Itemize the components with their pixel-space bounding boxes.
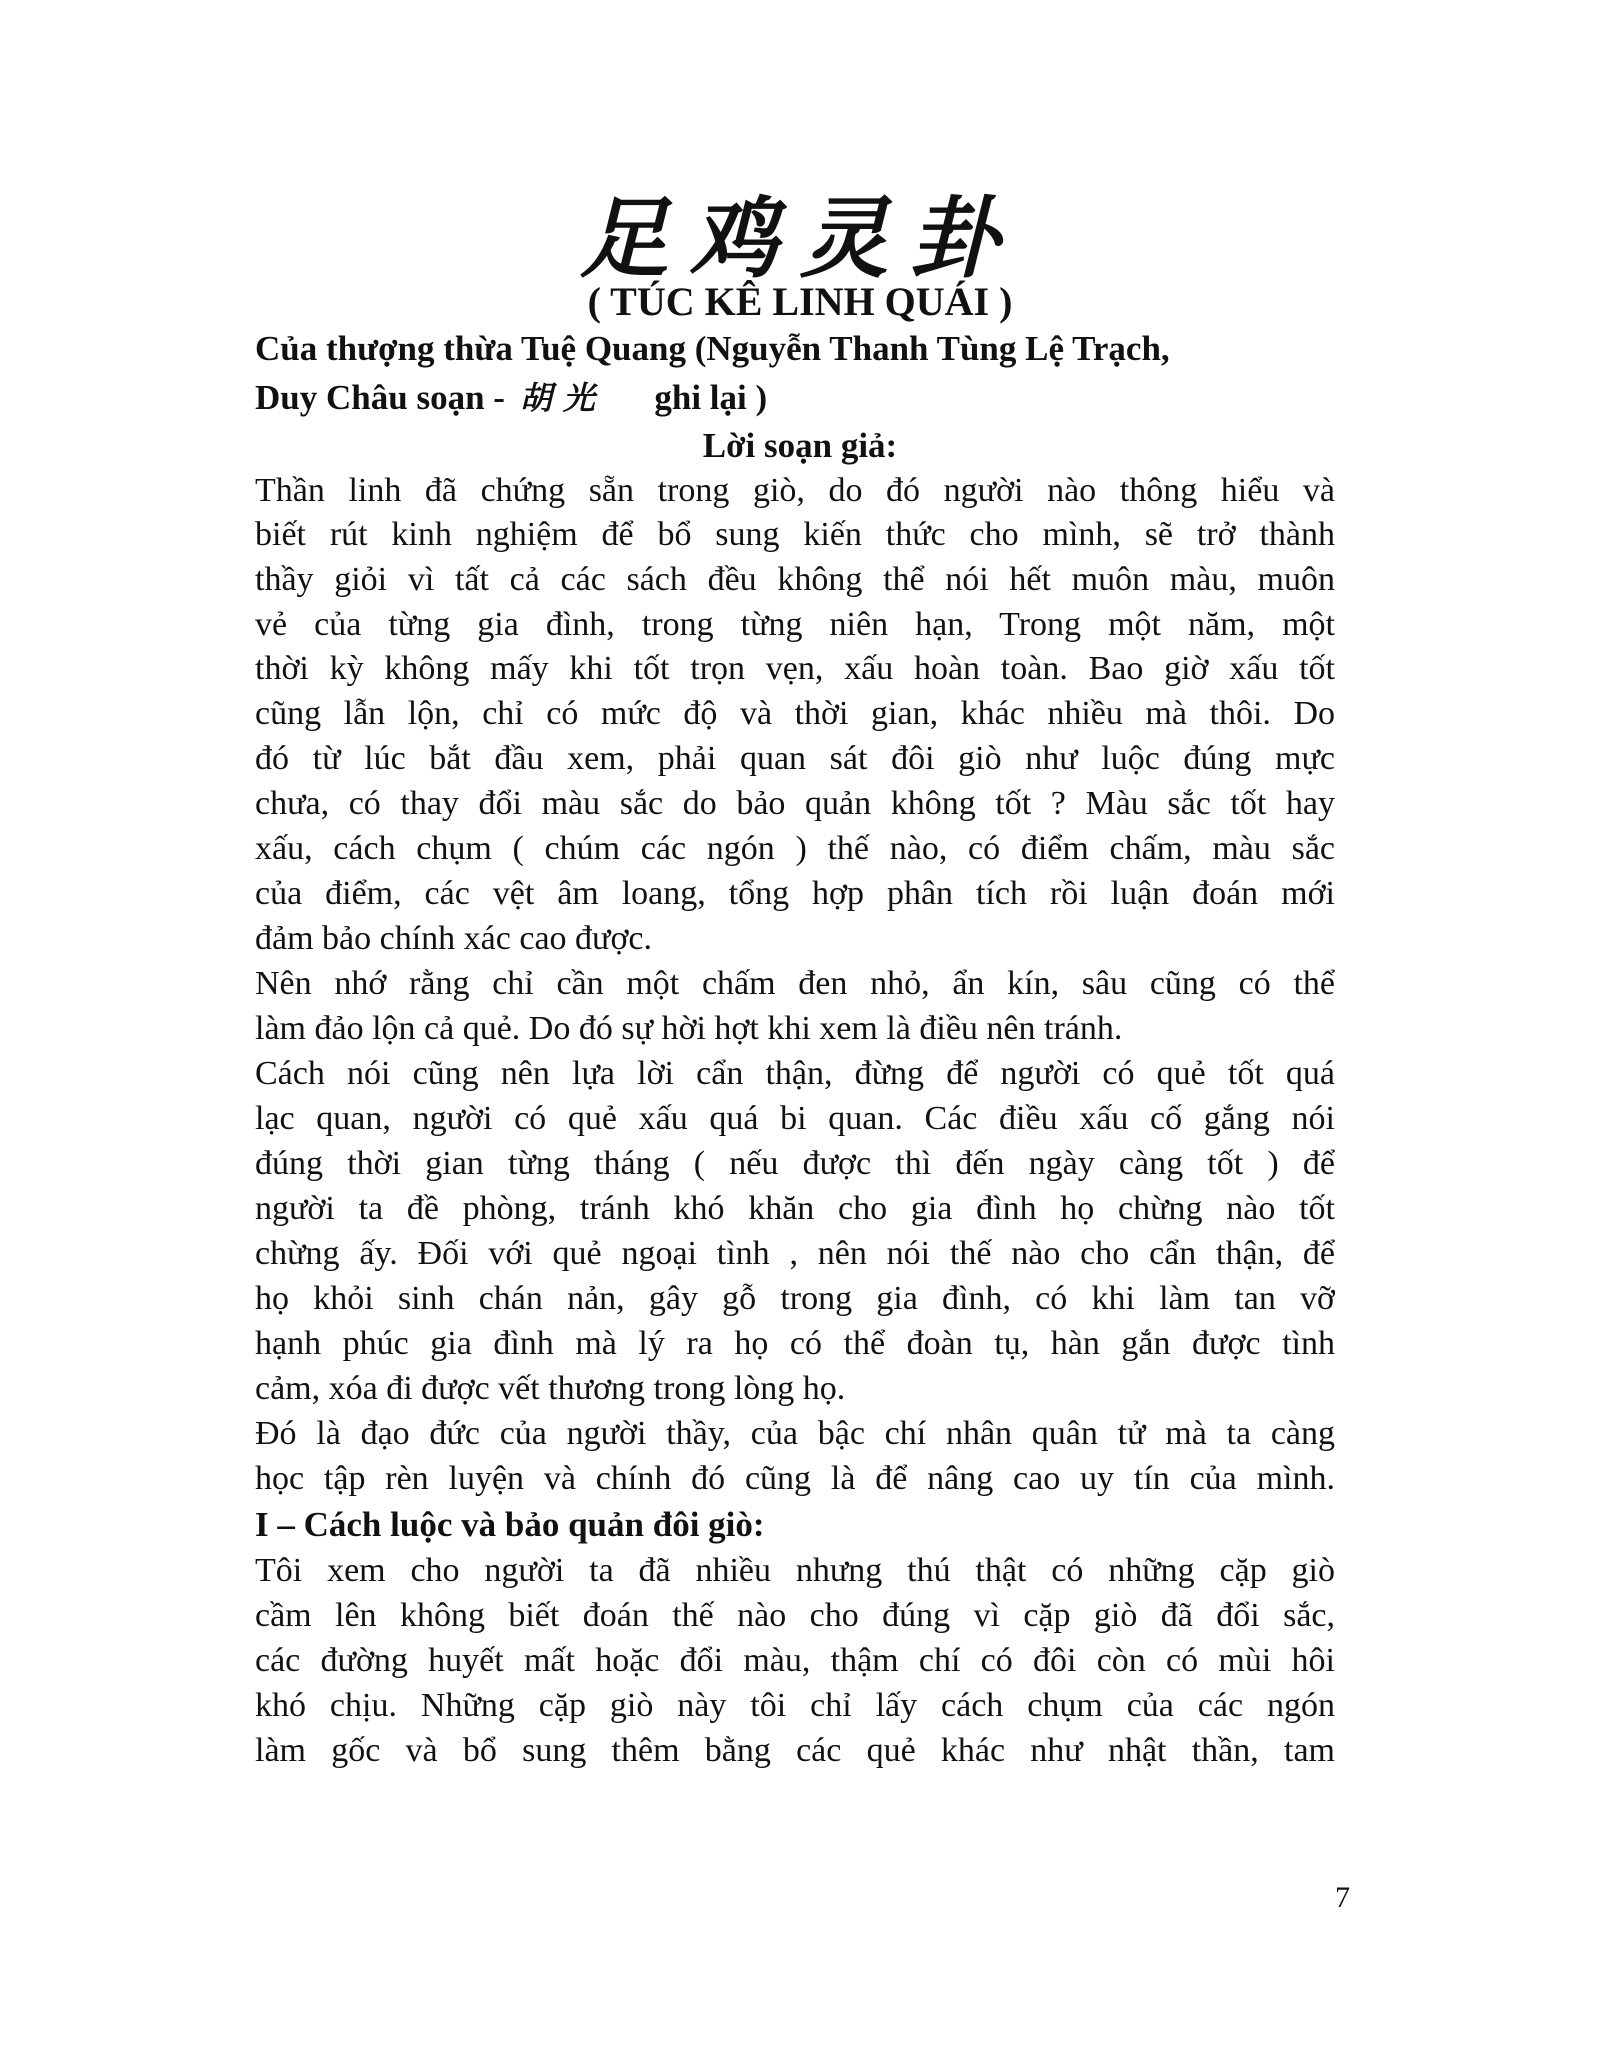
- section-line: Tôi xem cho người ta đã nhiều nhưng thú thật có những cặp giò: [255, 1552, 1335, 1589]
- preface-line: cảm, xóa đi được vết thương trong lòng họ.: [255, 1370, 846, 1407]
- section-line: làm gốc và bổ sung thêm bằng các quẻ khác như nhật thần, tam: [255, 1732, 1335, 1769]
- preface-line: Cách nói cũng nên lựa lời cẩn thận, đừng để người có quẻ tốt quá: [255, 1055, 1335, 1092]
- section-line: cầm lên không biết đoán thế nào cho đúng vì cặp giò đã đổi sắc,: [255, 1597, 1335, 1634]
- section-heading: I – Cách luộc và bảo quản đôi giò:: [255, 1505, 765, 1544]
- section-line: các đường huyết mất hoặc đổi màu, thậm chí có đôi còn có mùi hôi: [255, 1642, 1335, 1679]
- preface-line: họ khỏi sinh chán nản, gây gỗ trong gia đình, có khi làm tan vỡ: [255, 1280, 1335, 1317]
- preface-line: Thần linh đã chứng sẵn trong giò, do đó người nào thông hiểu và: [255, 472, 1335, 509]
- preface-line: cũng lẫn lộn, chỉ có mức độ và thời gian, khác nhiều mà thôi. Do: [255, 695, 1335, 732]
- preface-line: đúng thời gian từng tháng ( nếu được thì đến ngày càng tốt ) để: [255, 1145, 1335, 1182]
- preface-line: đảm bảo chính xác cao được.: [255, 920, 653, 957]
- preface-line: Nên nhớ rằng chỉ cần một chấm đen nhỏ, ẩn kín, sâu cũng có thể: [255, 965, 1335, 1002]
- preface-line: chừng ấy. Đối với quẻ ngoại tình , nên nói thế nào cho cẩn thận, để: [255, 1235, 1335, 1272]
- byline-prefix: Duy Châu soạn -: [255, 378, 505, 417]
- preface-line: người ta đề phòng, tránh khó khăn cho gia đình họ chừng nào tốt: [255, 1190, 1335, 1227]
- preface-line: xấu, cách chụm ( chúm các ngón ) thế nào, có điểm chấm, màu sắc: [255, 830, 1335, 867]
- byline-line-1: Của thượng thừa Tuệ Quang (Nguyễn Thanh Tùng Lệ Trạch,: [255, 329, 1170, 368]
- preface-line: Đó là đạo đức của người thầy, của bậc chí nhân quân tử mà ta càng: [255, 1415, 1335, 1452]
- preface-line: thầy giỏi vì tất cả các sách đều không thể nói hết muôn màu, muôn: [255, 561, 1335, 598]
- preface-line: đó từ lúc bắt đầu xem, phải quan sát đôi giò như luộc đúng mực: [255, 740, 1335, 777]
- page-number: 7: [1335, 1881, 1350, 1914]
- preface-line: của điểm, các vệt âm loang, tổng hợp phân tích rồi luận đoán mới: [255, 875, 1335, 912]
- chinese-title: 足鸡灵卦: [579, 186, 1020, 290]
- preface-line: vẻ của từng gia đình, trong từng niên hạn, Trong một năm, một: [255, 606, 1335, 643]
- vietnamese-title: ( TÚC KÊ LINH QUÁI ): [587, 279, 1013, 324]
- preface-line: biết rút kinh nghiệm để bổ sung kiến thức cho mình, sẽ trở thành: [255, 516, 1335, 553]
- byline-chinese-name: 胡 光: [519, 379, 595, 417]
- preface-line: thời kỳ không mấy khi tốt trọn vẹn, xấu hoàn toàn. Bao giờ xấu tốt: [255, 650, 1335, 687]
- byline-line-2: [255, 375, 1355, 421]
- preface-line: lạc quan, người có quẻ xấu quá bi quan. Các điều xấu cố gắng nói: [255, 1100, 1335, 1137]
- preface-line: hạnh phúc gia đình mà lý ra họ có thể đoàn tụ, hàn gắn được tình: [255, 1325, 1335, 1362]
- preface-line: làm đảo lộn cả quẻ. Do đó sự hời hợt khi xem là điều nên tránh.: [255, 1010, 1123, 1047]
- preface-line: chưa, có thay đổi màu sắc do bảo quản không tốt ? Màu sắc tốt hay: [255, 785, 1335, 822]
- byline-suffix: ghi lại ): [654, 378, 768, 417]
- preface-line: học tập rèn luyện và chính đó cũng là để nâng cao uy tín của mình.: [255, 1460, 1335, 1497]
- section-line: khó chịu. Những cặp giò này tôi chỉ lấy cách chụm của các ngón: [255, 1687, 1335, 1724]
- preface-heading: Lời soạn giả:: [702, 426, 898, 465]
